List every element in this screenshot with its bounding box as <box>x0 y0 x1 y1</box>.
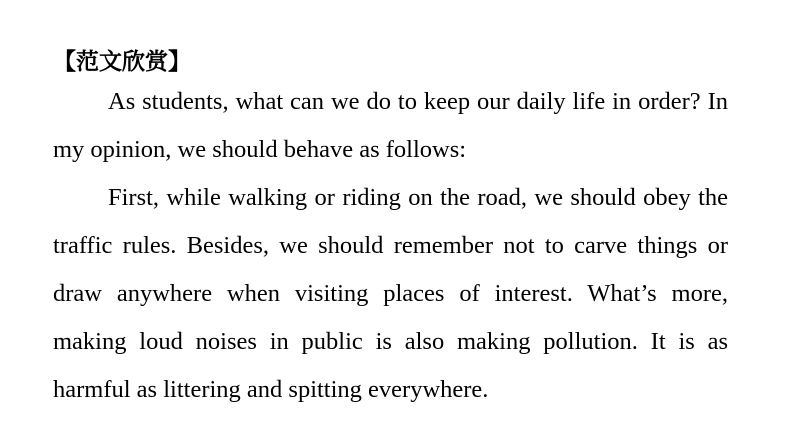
section-heading: 【范文欣赏】 <box>53 49 191 75</box>
paragraph-main: First, while walking or riding on the road, we should obey the traffic rules. Besides, we should remember not to carve things or draw anywhere when visiting places of interest. What’s more, making loud noises in public is also making pollution. It is as harmful as littering and spitting everywhere. <box>53 184 728 403</box>
essay-body <box>53 78 728 414</box>
paragraph-intro: As students, what can we do to keep our daily life in order? In my opinion, we should behave as follows: <box>53 88 728 163</box>
